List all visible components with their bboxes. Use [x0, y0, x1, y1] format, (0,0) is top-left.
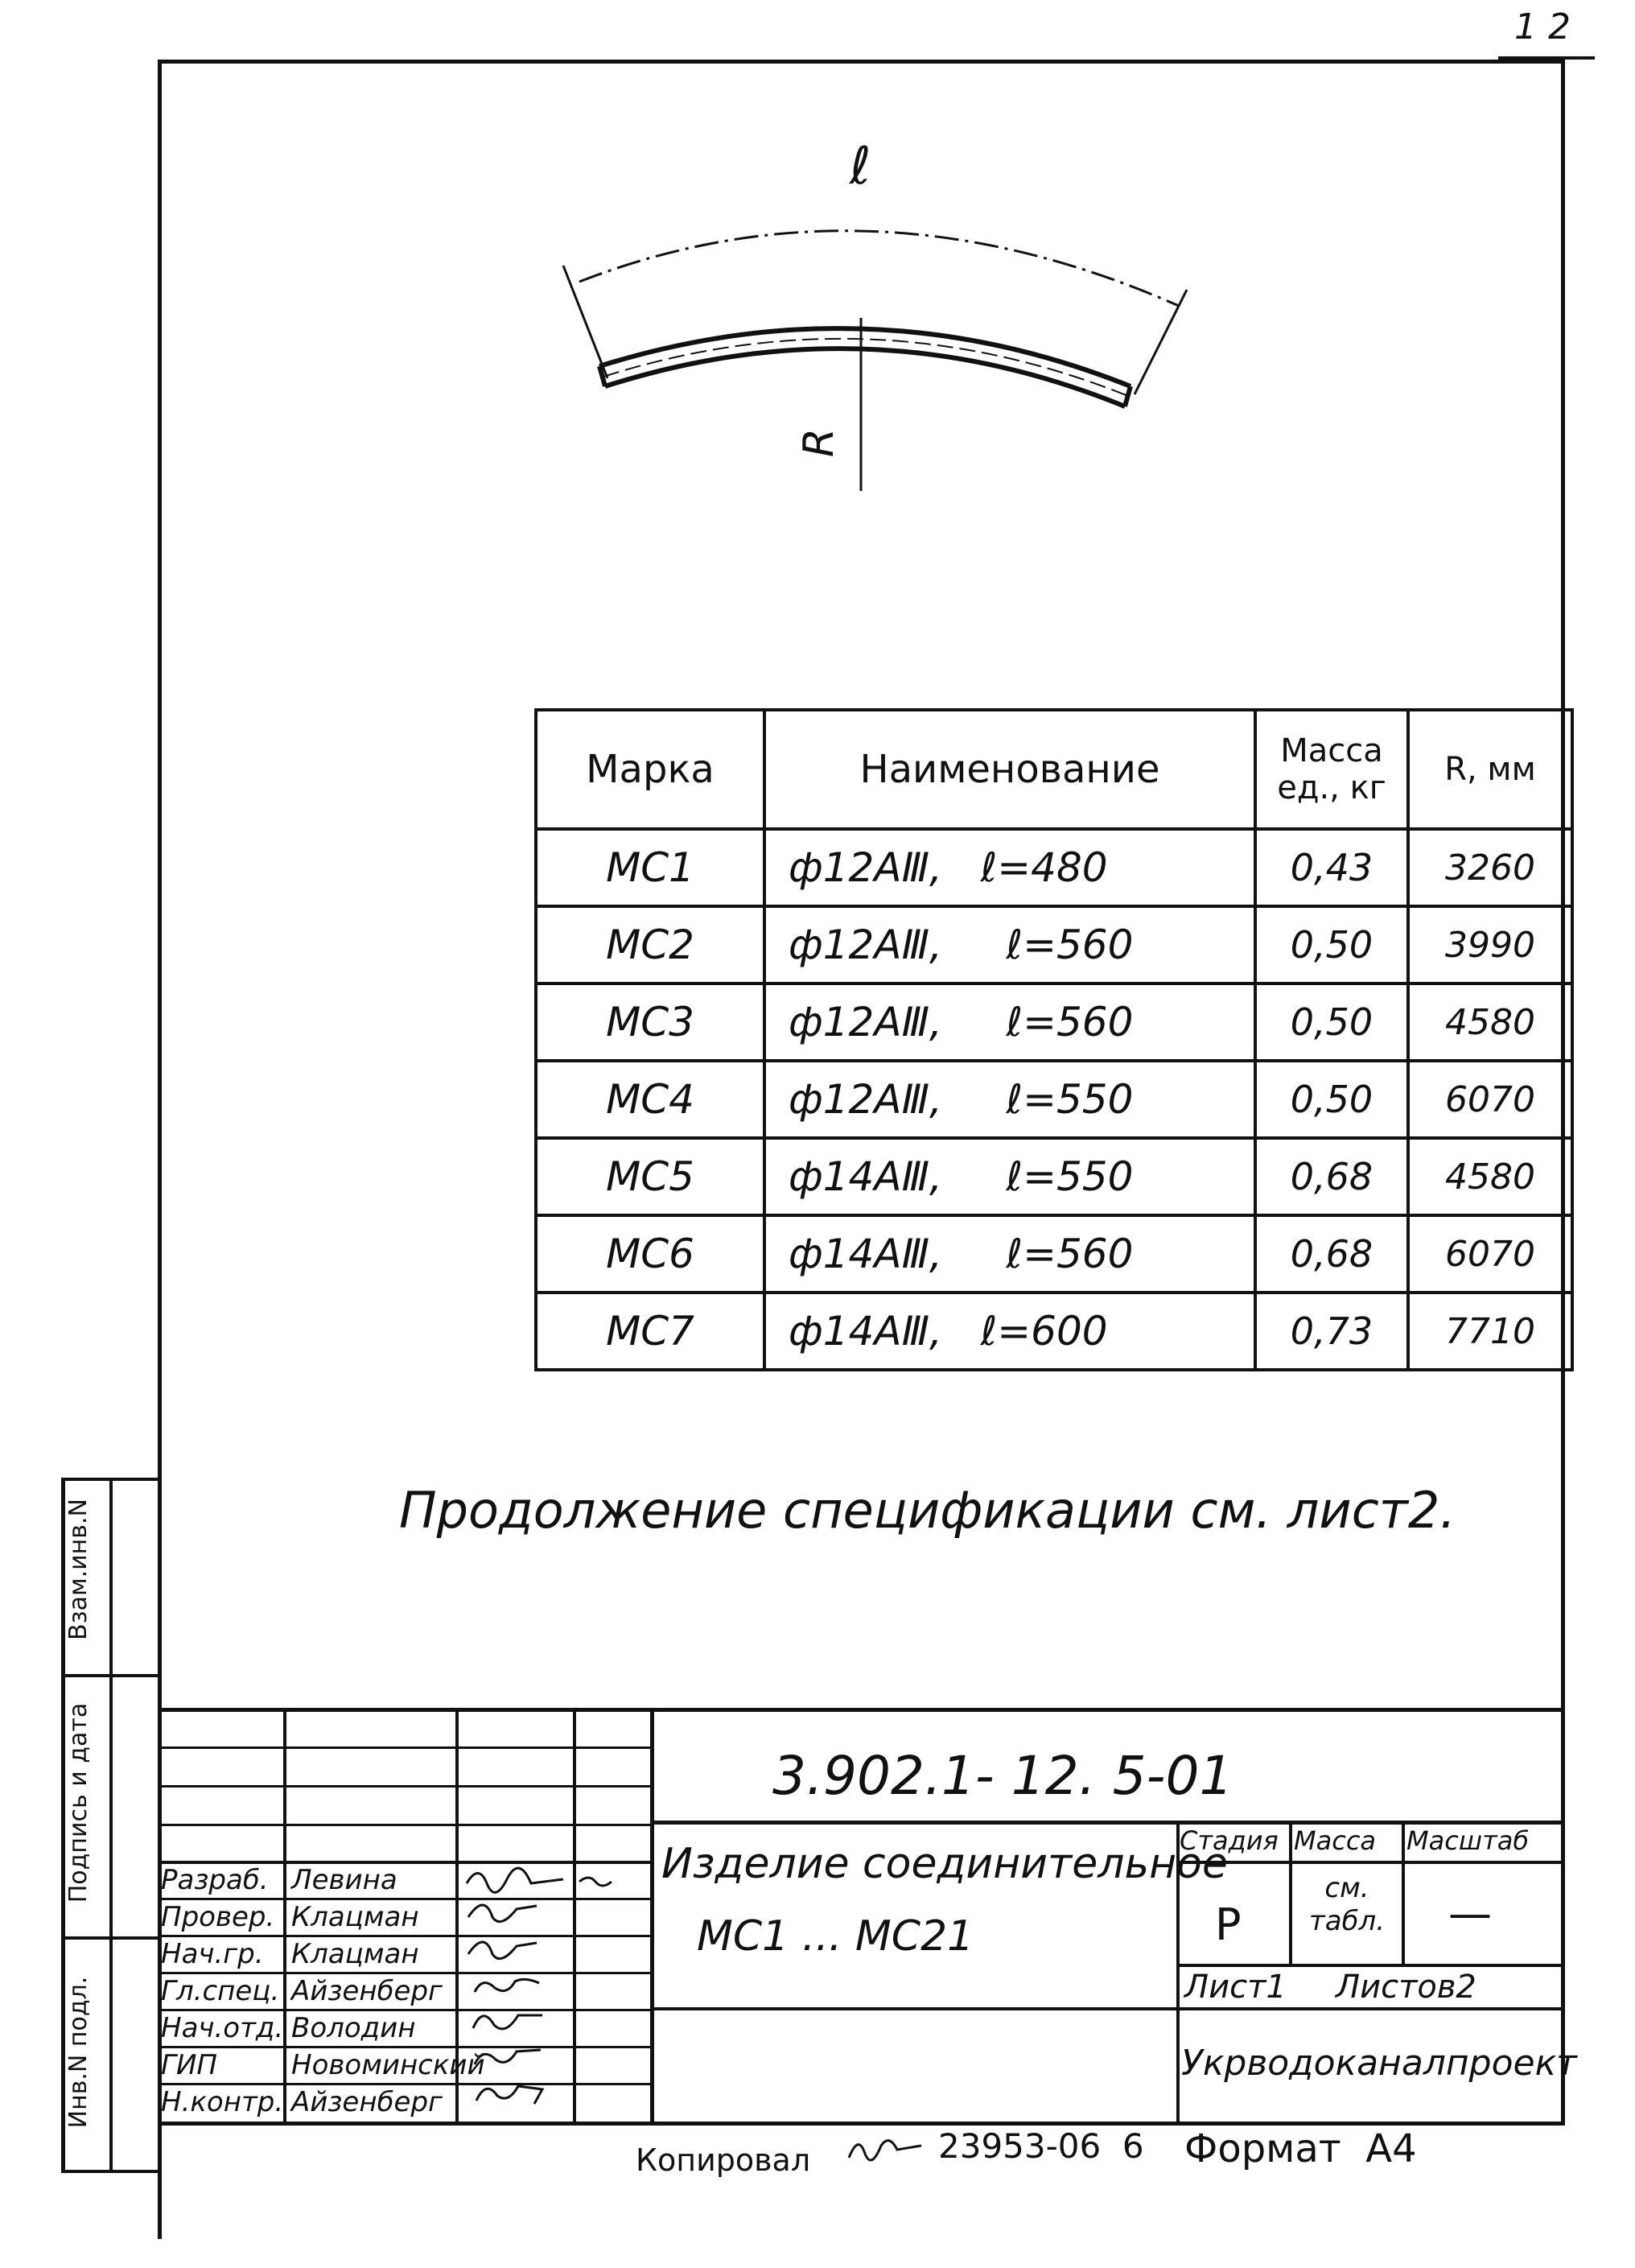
side-stamp-inv-podl: Инв.N подл. — [64, 1976, 93, 2129]
cell-radius: 7710 — [1408, 1293, 1572, 1370]
side-stamp-mid — [109, 1478, 113, 2173]
continuation-note: Продолжение спецификации см. лист2. — [399, 1481, 1456, 1540]
cell-mass: 0,68 — [1255, 1215, 1408, 1293]
table-row — [536, 1138, 1572, 1215]
mass-value: см. табл. — [1308, 1872, 1386, 1937]
role-label: Гл.спец. — [161, 1975, 280, 2007]
length-label: ℓ — [850, 137, 871, 196]
cell-mark: МС7 — [536, 1293, 764, 1370]
cell-name: ф12АⅢ, ℓ=550 — [764, 1061, 1255, 1138]
signatures — [459, 1859, 652, 2125]
cell-radius: 4580 — [1408, 983, 1572, 1061]
side-stamp-bottom — [61, 2170, 161, 2173]
table-row — [536, 1215, 1572, 1293]
sheet-count: Листов2 — [1336, 1969, 1476, 2006]
tb-right-h3 — [1176, 1964, 1564, 1967]
scale-header: Масштаб — [1406, 1825, 1530, 1856]
header-mass: Масса ед., кг — [1255, 710, 1408, 829]
side-stamp-podpis-data: Подпись и дата — [64, 1702, 93, 1903]
cell-mark: МС5 — [536, 1138, 764, 1215]
cell-name: ф12АⅢ, ℓ=560 — [764, 983, 1255, 1061]
frame-bottom — [158, 2122, 1565, 2126]
organization: Укрводоканалпроект — [1181, 2043, 1577, 2084]
scale-value: — — [1448, 1888, 1492, 1939]
page-number: 1 2 — [1514, 6, 1571, 47]
cell-radius: 4580 — [1408, 1138, 1572, 1215]
cell-mass: 0,68 — [1255, 1138, 1408, 1215]
header-radius: R, мм — [1408, 710, 1572, 829]
cell-mass: 0,73 — [1255, 1293, 1408, 1370]
cell-radius: 3990 — [1408, 906, 1572, 983]
role-name: Новоминский — [291, 2049, 485, 2081]
cell-mass: 0,43 — [1255, 829, 1408, 906]
role-label: Н.контр. — [161, 2086, 284, 2118]
cell-radius: 6070 — [1408, 1061, 1572, 1138]
doc-code: 3.902.1- 12. 5-01 — [772, 1745, 1233, 1807]
role-name: Левина — [291, 1864, 397, 1896]
stage-value: Р — [1215, 1899, 1242, 1950]
table-row — [536, 1061, 1572, 1138]
footer-order-number: 23953-06 6 — [938, 2126, 1144, 2166]
role-label: ГИП — [161, 2049, 217, 2081]
product-name-line2: МС1 ... МС21 — [697, 1912, 974, 1961]
footer-format: Формат А4 — [1184, 2126, 1417, 2171]
cell-mark: МС4 — [536, 1061, 764, 1138]
cell-name: ф14АⅢ, ℓ=560 — [764, 1215, 1255, 1293]
tb-right-v2 — [1289, 1821, 1292, 1965]
tb-col1 — [283, 1708, 286, 2122]
cell-name: ф12АⅢ, ℓ=480 — [764, 829, 1255, 906]
cell-name: ф14АⅢ, ℓ=600 — [764, 1293, 1255, 1370]
tb-left-row — [158, 1746, 650, 1749]
stage-header: Стадия — [1180, 1825, 1279, 1856]
role-name: Айзенберг — [291, 1975, 443, 2007]
cell-mass: 0,50 — [1255, 1061, 1408, 1138]
cell-mark: МС2 — [536, 906, 764, 983]
tb-right-h2 — [1176, 1861, 1564, 1864]
table-row — [536, 906, 1572, 983]
table-row — [536, 1293, 1572, 1370]
table-header-row — [536, 710, 1572, 829]
cell-radius: 3260 — [1408, 829, 1572, 906]
role-label: Разраб. — [161, 1864, 269, 1896]
header-mark: Марка — [536, 710, 764, 829]
cell-mass: 0,50 — [1255, 906, 1408, 983]
table-row — [536, 829, 1572, 906]
radius-label: R — [795, 427, 844, 458]
role-name: Клацман — [291, 1938, 419, 1970]
role-label: Нач.отд. — [161, 2012, 284, 2044]
cell-radius: 6070 — [1408, 1215, 1572, 1293]
tb-left-row — [158, 1785, 650, 1788]
table-row — [536, 983, 1572, 1061]
role-label: Провер. — [161, 1901, 275, 1933]
role-label: Нач.гр. — [161, 1938, 264, 1970]
tb-right-v3 — [1402, 1821, 1405, 1965]
specification-table — [534, 708, 1574, 1371]
cell-name: ф14АⅢ, ℓ=550 — [764, 1138, 1255, 1215]
mass-header: Масса — [1294, 1825, 1377, 1856]
role-name: Клацман — [291, 1901, 419, 1933]
footer-signature — [845, 2130, 933, 2170]
tb-top — [158, 1708, 1564, 1712]
role-name: Айзенберг — [291, 2086, 443, 2118]
cell-mass: 0,50 — [1255, 983, 1408, 1061]
cell-mark: МС1 — [536, 829, 764, 906]
tb-right-h4 — [650, 2007, 1564, 2010]
cell-mark: МС6 — [536, 1215, 764, 1293]
cell-name: ф12АⅢ, ℓ=560 — [764, 906, 1255, 983]
sheet-number: Лист1 — [1184, 1969, 1287, 2006]
role-name: Володин — [291, 2012, 416, 2044]
footer-copied: Копировал — [636, 2142, 811, 2178]
tb-right-h1 — [650, 1821, 1564, 1825]
side-stamp-vzam-inv: Взам.инв.N — [64, 1499, 93, 1640]
product-name-line1: Изделие соединительное — [661, 1840, 1228, 1888]
cell-mark: МС3 — [536, 983, 764, 1061]
frame-top — [158, 60, 1564, 64]
tb-left-row — [158, 1824, 650, 1826]
header-name: Наименование — [764, 710, 1255, 829]
